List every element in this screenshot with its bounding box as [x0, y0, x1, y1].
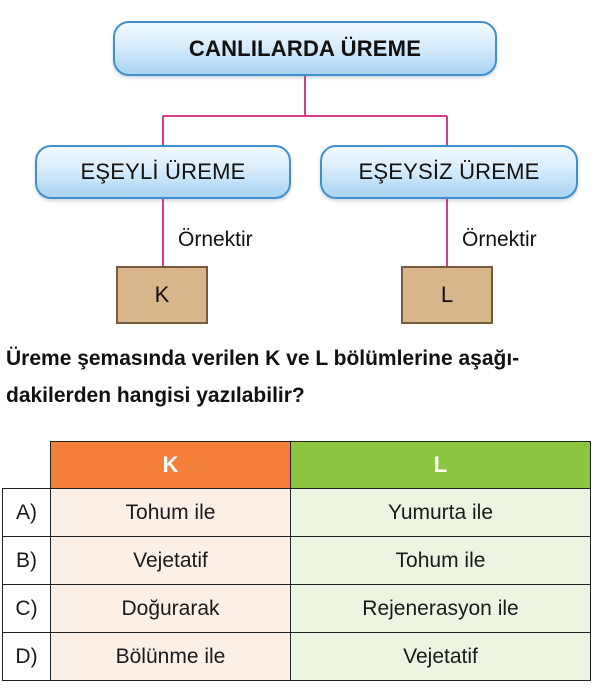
right-link-label: Örnektir: [462, 228, 537, 251]
leaf-l-label: L: [440, 282, 454, 307]
reproduction-diagram: [0, 0, 608, 330]
header-l: L: [291, 442, 591, 489]
asexual-reproduction-label: EŞEYSİZ ÜREME: [358, 159, 540, 184]
left-link-label: Örnektir: [178, 228, 253, 251]
option-label[interactable]: C): [3, 585, 51, 633]
question-text: [6, 340, 606, 414]
option-label[interactable]: A): [3, 489, 51, 537]
option-label[interactable]: D): [3, 633, 51, 681]
k-cell: Tohum ile: [51, 489, 291, 537]
sexual-reproduction-label: EŞEYLİ ÜREME: [80, 159, 246, 184]
l-cell: Tohum ile: [291, 537, 591, 585]
header-blank-cell: [3, 442, 51, 489]
answer-row-c[interactable]: [3, 585, 591, 633]
answer-row-a[interactable]: [3, 489, 591, 537]
question-line-1: Üreme şemasında verilen K ve L bölümlerine aşağı-: [6, 347, 520, 370]
leaf-k-label: K: [154, 282, 170, 307]
k-cell: Doğurarak: [51, 585, 291, 633]
k-cell: Vejetatif: [51, 537, 291, 585]
root-node-label: CANLILARDA ÜREME: [188, 35, 422, 61]
leaf-node-k: [116, 266, 208, 324]
answer-table-header-row: [3, 442, 591, 489]
leaf-node-l: [401, 266, 493, 324]
answer-row-b[interactable]: [3, 537, 591, 585]
l-cell: Vejetatif: [291, 633, 591, 681]
header-k: K: [51, 442, 291, 489]
option-label[interactable]: B): [3, 537, 51, 585]
asexual-reproduction-node: [320, 145, 578, 199]
answer-table: [2, 441, 591, 681]
k-cell: Bölünme ile: [51, 633, 291, 681]
l-cell: Rejenerasyon ile: [291, 585, 591, 633]
answer-row-d[interactable]: [3, 633, 591, 681]
sexual-reproduction-node: [35, 145, 291, 199]
question-line-2: dakilerden hangisi yazılabilir?: [6, 384, 305, 407]
root-node: [113, 21, 497, 76]
l-cell: Yumurta ile: [291, 489, 591, 537]
